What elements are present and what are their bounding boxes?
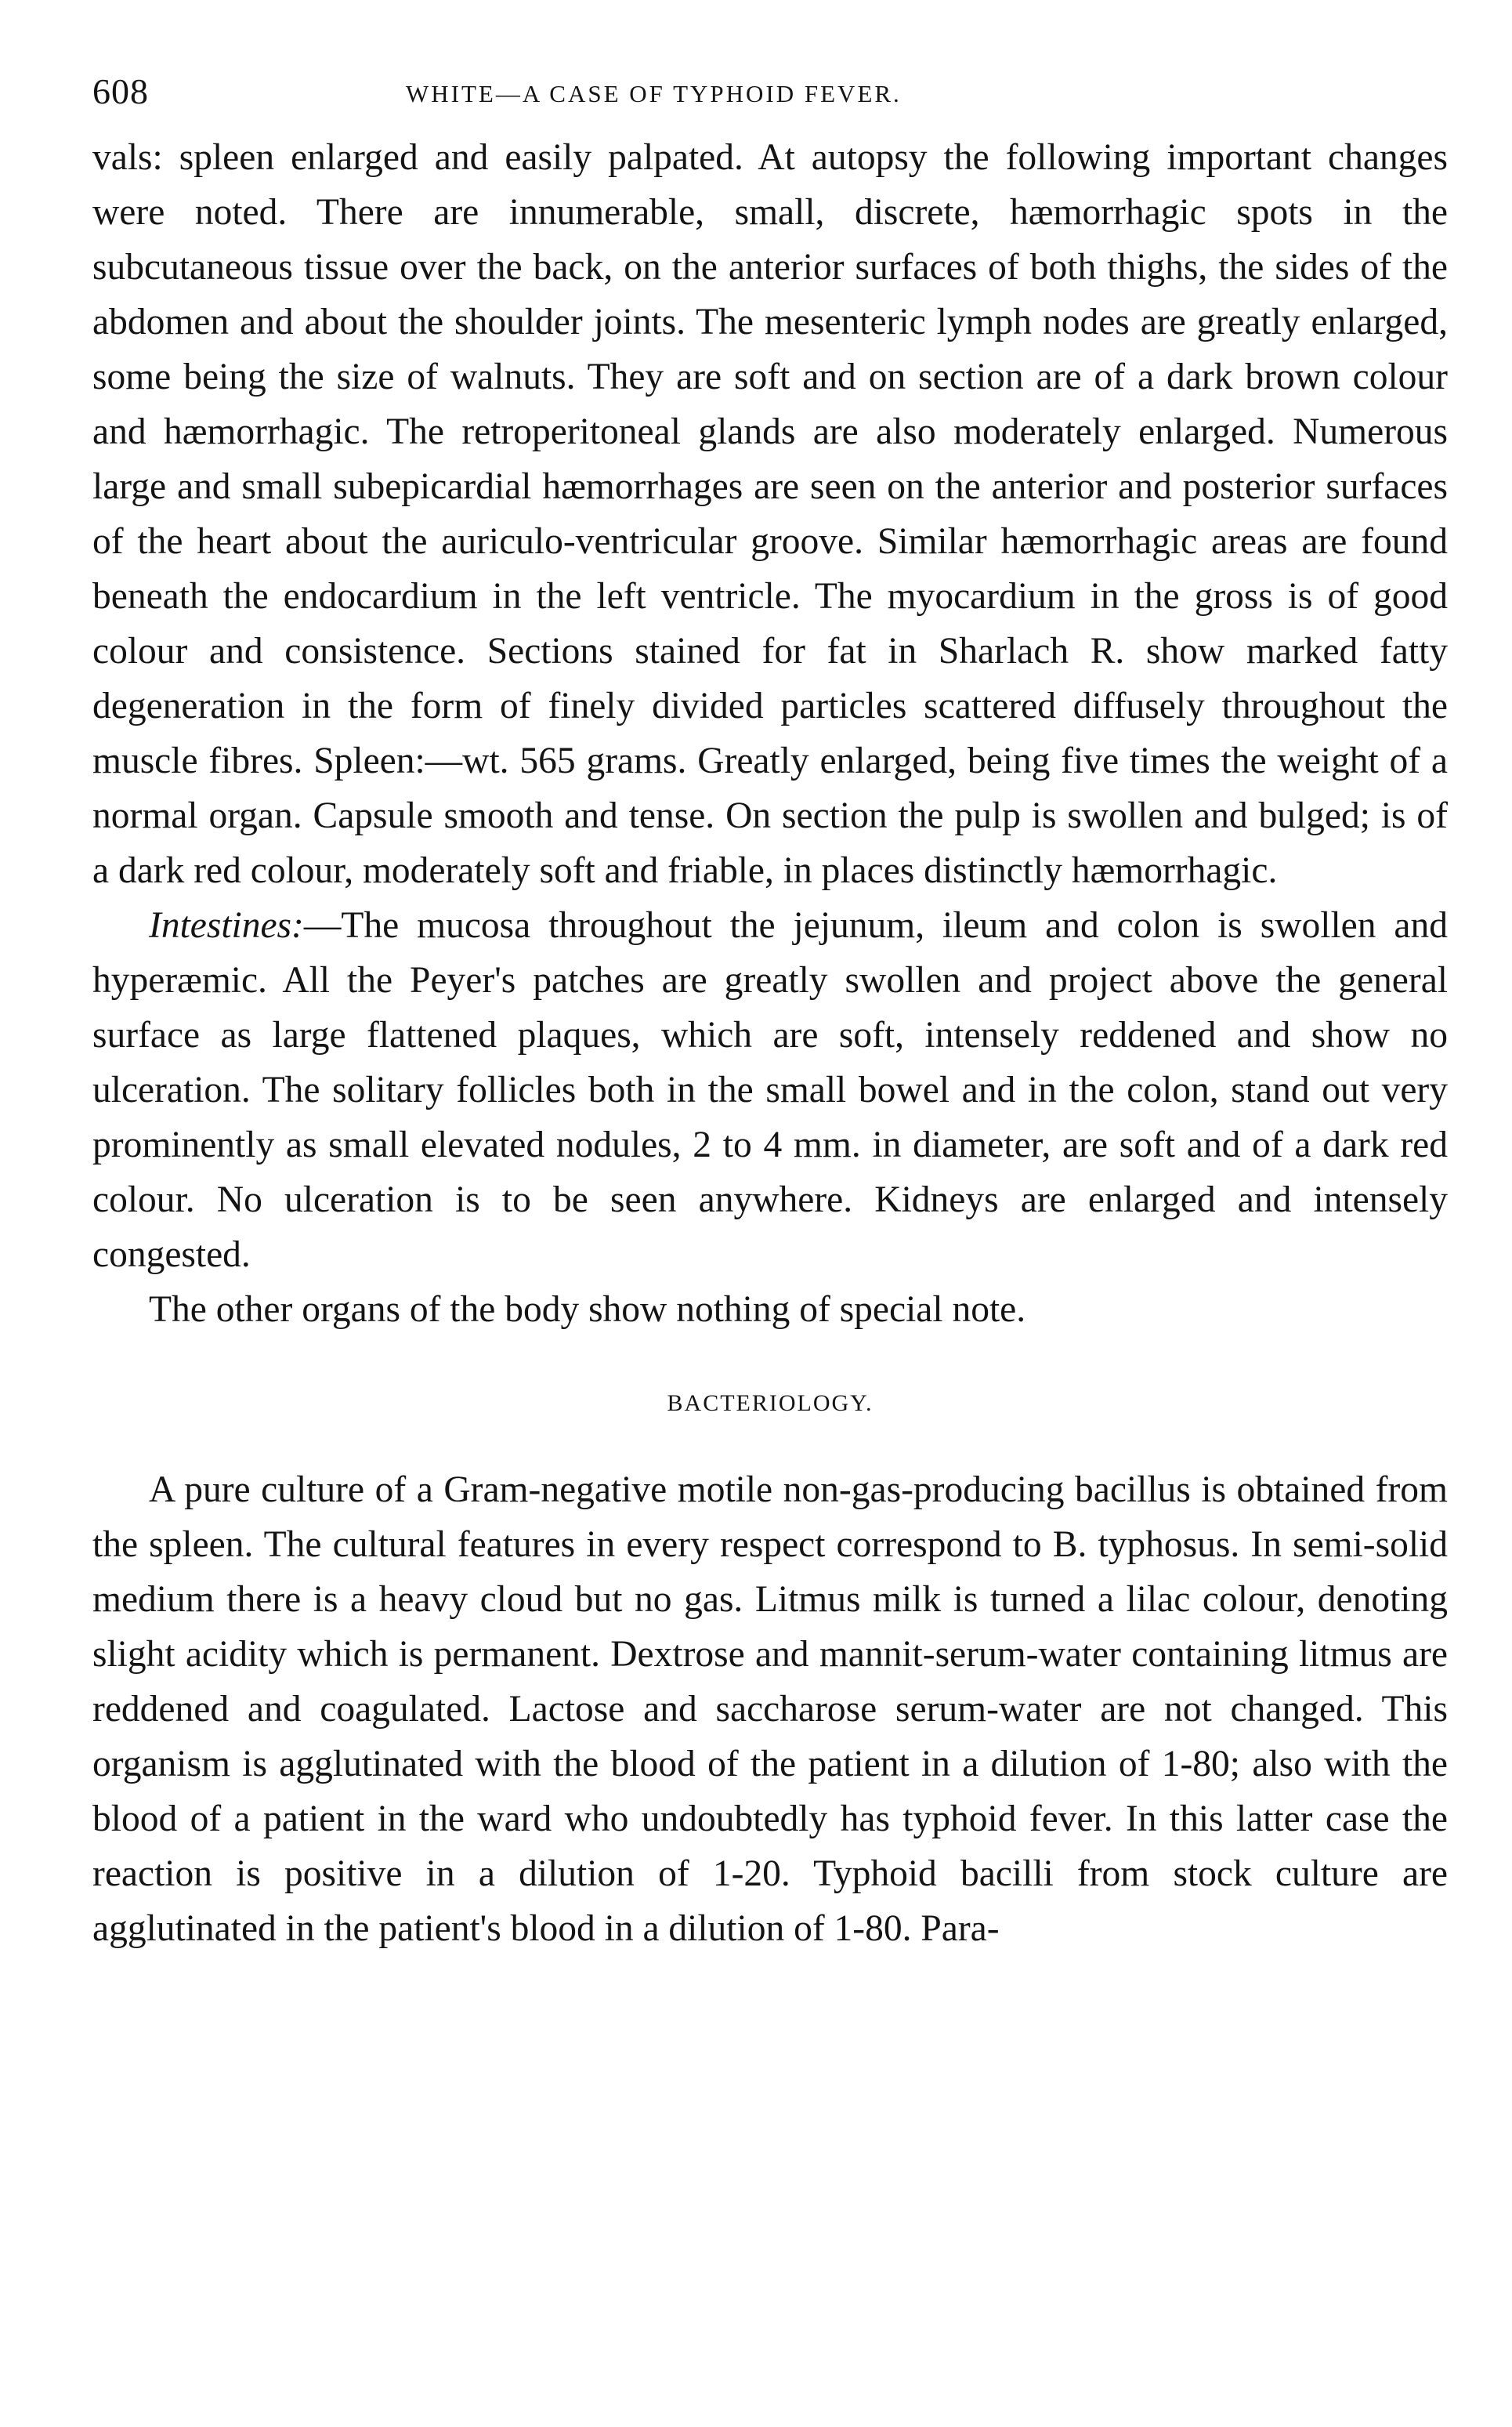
body-text (92, 130, 1448, 1956)
bacteriology-paragraph: A pure culture of a Gram-negative motile non-gas-producing bacillus is obtained from the spleen. The cultural features in every respect correspond to B. typhosus. In semi-solid medium there is a heavy cloud but no gas. Litmus milk is turned a lilac colour, denoting slight acidity which is permanent. Dextrose and mannit-serum-water containing litmus are reddened and coagulated. Lactose and saccharose serum-water are not changed. This organism is agglutinated with the blood of the patient in a dilution of 1-80; also with the blood of a patient in the ward who undoubtedly has typhoid fever. In this latter case the reaction is positive in a dilution of 1-20. Typhoid bacilli from stock culture are agglutinated in the patient's blood in a dilution of 1-80. Para- (92, 1469, 1448, 1949)
intestines-run-in-heading: Intestines: (149, 905, 304, 946)
running-title: WHITE—A CASE OF TYPHOID FEVER. (406, 80, 902, 107)
other-organs-paragraph: The other organs of the body show nothing of special note. (149, 1289, 1026, 1330)
intestines-paragraph (92, 898, 1448, 1282)
section-heading: BACTERIOLOGY. (667, 1390, 874, 1416)
autopsy-paragraph: vals: spleen enlarged and easily palpated. At autopsy the following important changes were noted. There are innumerable, small, discrete, hæmorrhagic spots in the subcutaneous tissue over the back, on the anterior surfaces of both thighs, the sides of the abdomen and about the shoulder joints. The mesenteric lymph nodes are greatly enlarged, some being the size of walnuts. They are soft and on section are of a dark brown colour and hæmorrhagic. The retroperitoneal glands are also moderately enlarged. Numerous large and small subepicardial hæmorrhages are seen on the anterior and posterior surfaces of the heart about the auriculo-ventricular groove. Similar hæmorrhagic areas are found beneath the endocardium in the left ventricle. The myocardium in the gross is of good colour and consistence. Sections stained for fat in Sharlach R. show marked fatty degeneration in the form of finely divided particles scattered diffusely throughout the muscle fibres. Spleen:—wt. 565 grams. Greatly enlarged, being five times the weight of a normal organ. Capsule smooth and tense. On section the pulp is swollen and bulged; is of a dark red colour, moderately soft and friable, in places distinctly hæmorrhagic. (92, 137, 1448, 891)
page-number: 608 (92, 71, 149, 111)
intestines-paragraph-text: —The mucosa throughout the jejunum, ileum and colon is swollen and hyperæmic. All the Peyer's patches are greatly swollen and project above the general surface as large flattened plaques, which are soft, intensely reddened and show no ulceration. The solitary follicles both in the small bowel and in the colon, stand out very prominently as small elevated nodules, 2 to 4 mm. in diameter, are soft and of a dark red colour. No ulceration is to be seen anywhere. Kidneys are enlarged and intensely congested. (92, 905, 1448, 1275)
running-head (92, 71, 1448, 125)
book-page (92, 71, 1448, 1956)
